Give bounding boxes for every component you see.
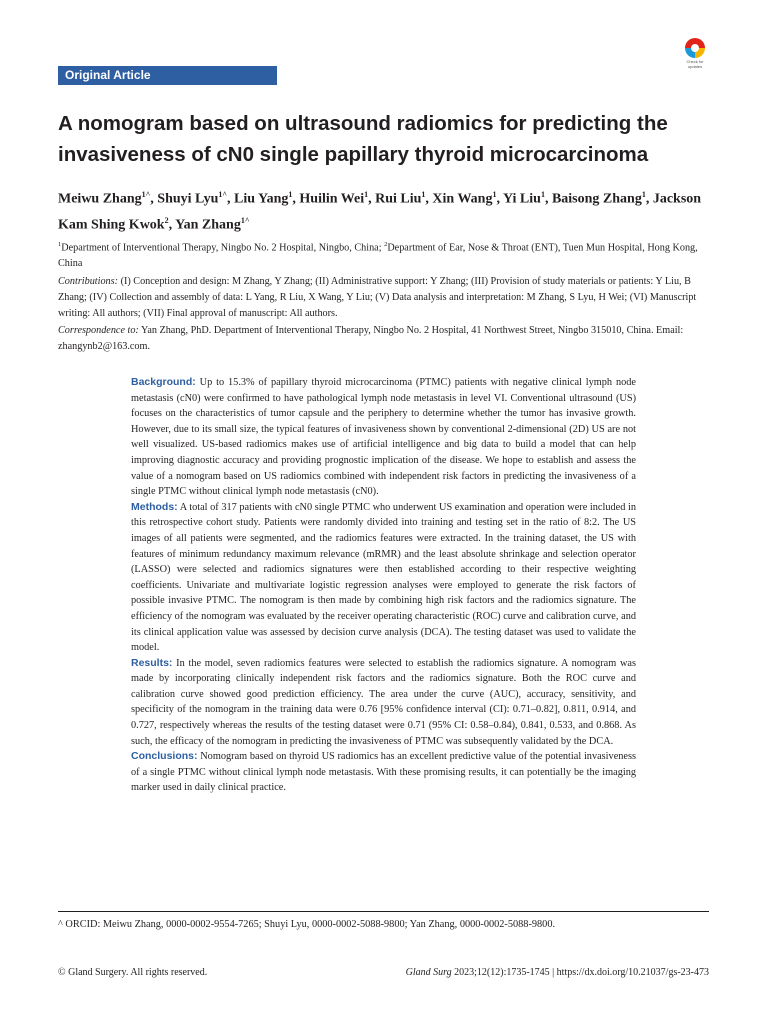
- author-list: [58, 184, 718, 235]
- author-name: Shuyi Lyu: [157, 191, 219, 207]
- front-matter: [58, 237, 712, 357]
- methods-heading: Methods:: [131, 500, 178, 513]
- citation: [406, 966, 709, 980]
- affiliation-1: Department of Interventional Therapy, Ningbo No. 2 Hospital, Ningbo, China;: [61, 242, 385, 254]
- author-affiliation-marker: 1: [421, 190, 426, 199]
- author-separator: ,: [544, 191, 552, 207]
- author-affiliation-marker: 1^: [240, 215, 250, 225]
- author-affiliation-marker: 1^: [141, 190, 151, 199]
- author-name: Jackson Kam Shing Kwok: [58, 191, 702, 233]
- copyright: © Gland Surgery. All rights reserved.: [58, 967, 208, 978]
- affiliation-2: Department of Ear, Nose & Throat (ENT), Tuen Mun Hospital, Hong Kong, China: [58, 242, 698, 270]
- author-name: Yan Zhang: [175, 217, 241, 233]
- affiliations: [58, 237, 712, 272]
- author-affiliation-marker: 1: [288, 190, 293, 199]
- conclusions-text: Nomogram based on thyroid US radiomics has an excellent predictive value of the potential invasiveness of a single PTMC without clinical lymph node metastasis. With these promising results, it can potentially be the imaging marker used in daily clinical practice.: [131, 751, 636, 794]
- author-separator: ,: [425, 191, 433, 207]
- author-name: Baisong Zhang: [551, 191, 642, 207]
- contributions-text: (I) Conception and design: M Zhang, Y Zhang; (II) Administrative support: Y Zhang; (III) Provision of study materials or patients: Y Liu, B Zhang; (IV) Collection and assembly of data: L Yang, R Liu, X Wang, Y Liu; (V) Data analysis and interpretation: M Zhang, S Lyu, H Wei; (VI) Manuscript writing: All authors; (VII) Final approval of manuscript: All authors.: [58, 275, 697, 319]
- correspondence: [58, 323, 712, 355]
- check-for-updates-badge[interactable]: [680, 38, 710, 70]
- author-affiliation-marker: 1: [492, 190, 497, 199]
- affiliation-marker: 2: [384, 241, 388, 248]
- methods-text: A total of 317 patients with cN0 single PTMC who underwent US examination and operation were included in this retrospective cohort study. Patients were randomly divided into training and testing set in the ratio of 8:2. The US images of all patients were segmented, and the radiomics features were extracted. In the training dataset, the US with features of minimum redundancy maximum relevance (mRMR) and the least absolute shrinkage and selection operator (LASSO) were selected and radiomics signatures were then established according to their respective weighting coefficients. Univariate and multivariate logistic regression analyses were employed to generate the risk factors of possible invasive PTMC. The nomogram is then made by combining high risk factors and the radiomics signature. The efficiency of the nomogram was evaluated by the receiver operating characteristic (ROC) curve and calibration curve, and its clinical application value was assessed by decision curve analysis (DCA). The testing dataset was used to validate the model.: [131, 501, 636, 654]
- article-title: A nomogram based on ultrasound radiomics for predicting the invasiveness of cN0 single papillary thyroid microcarcinoma: [58, 112, 668, 166]
- author-affiliation-marker: 1: [641, 190, 646, 199]
- author-separator: ,: [292, 191, 300, 207]
- article-type-badge: Original Article: [58, 66, 277, 85]
- contributions-label: Contributions:: [58, 275, 119, 287]
- check-for-updates-label: Check for updates: [686, 59, 704, 69]
- journal-name: Gland Surg: [405, 967, 452, 978]
- abstract-background: [131, 375, 636, 500]
- orcid-footnote: ^ ORCID: Meiwu Zhang, 0000-0002-9554-7265; Shuyi Lyu, 0000-0002-5088-9800; Yan Zhang, 0000-0002-5088-9800.: [58, 919, 556, 930]
- author-name: Huilin Wei: [299, 191, 365, 207]
- affiliation-marker: 1: [58, 241, 62, 248]
- author-name: Meiwu Zhang: [58, 191, 142, 207]
- author-name: Xin Wang: [432, 191, 493, 207]
- author-separator: ,: [168, 217, 176, 233]
- author-separator: ,: [645, 191, 653, 207]
- contributions: [58, 274, 712, 321]
- author-name: Liu Yang: [234, 191, 289, 207]
- abstract-methods: [131, 500, 636, 656]
- author-name: Rui Liu: [375, 191, 422, 207]
- author-name: Yi Liu: [502, 191, 541, 207]
- crossmark-icon: [685, 38, 705, 58]
- author-affiliation-marker: 2: [164, 215, 169, 225]
- author-separator: ,: [227, 191, 235, 207]
- abstract-results: [131, 656, 636, 750]
- background-heading: Background:: [131, 376, 196, 388]
- conclusions-heading: Conclusions:: [131, 750, 198, 763]
- background-text: Up to 15.3% of papillary thyroid microcarcinoma (PTMC) patients with negative clinical lymph node metastasis (cN0) were confirmed to have pathological lymph node metastasis in level VI. Conventional ultrasound (US) focuses on the characteristics of tumor capsule and the periphery to determine whether the tumor has invasive growth. However, due to its small size, the typical features of invasiveness shown by conventional 2-dimensional (2D) US are not well visualized. US-based radiomics makes use of artificial intelligence and big data to build a model that can help improving diagnostic accuracy and providing prognostic implication of the disease. We hope to establish and assess the value of a nomogram based on US radiomics combined with independent risk factors in predicting the invasiveness of a single PTMC without clinical lymph node metastasis (cN0).: [131, 377, 636, 498]
- author-separator: ,: [496, 191, 503, 207]
- abstract-conclusions: [131, 749, 636, 796]
- results-heading: Results:: [131, 656, 173, 669]
- results-text: In the model, seven radiomics features were selected to establish the radiomics signature. A nomogram was made by incorporating clinically independent risk factors and the radiomics signature. Both the ROC curve and calibration curve showed good prediction efficiency. The area under the curve (AUC), accuracy, sensitivity, and specificity of the nomogram in the training data were 0.76 [95% confidence interval (CI): 0.71–0.82], 0.811, 0.914, and 0.727, respectively whereas the results of the testing dataset were 0.71 (95% CI: 0.58–0.84), 0.841, 0.533, and 0.868. As such, the efficacy of the nomogram in predicting the invasiveness of PTMC was subsequently validated by the DCA.: [131, 657, 636, 747]
- correspondence-label: Correspondence to:: [58, 325, 139, 337]
- citation-text[interactable]: 2023;12(12):1735-1745 | https://dx.doi.org/10.21037/gs-23-473: [451, 967, 709, 978]
- footnote-divider: [58, 911, 709, 912]
- author-affiliation-marker: 1: [364, 190, 369, 199]
- author-affiliation-marker: 1^: [218, 190, 228, 199]
- author-affiliation-marker: 1: [540, 190, 545, 199]
- author-separator: ,: [150, 191, 158, 207]
- abstract: [131, 375, 636, 796]
- correspondence-text: Yan Zhang, PhD. Department of Interventional Therapy, Ningbo No. 2 Hospital, 41 Northwest Street, Ningbo 315010, China. Email: zhangynb2@163.com.: [58, 325, 684, 353]
- author-separator: ,: [368, 191, 376, 207]
